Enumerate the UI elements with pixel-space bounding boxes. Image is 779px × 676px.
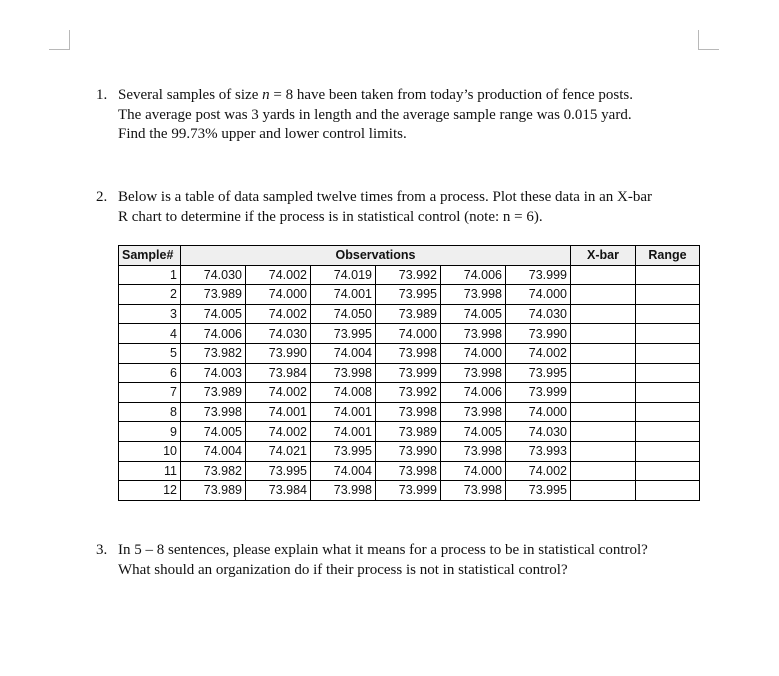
crop-mark-top-left <box>49 49 70 50</box>
table-row <box>119 343 700 363</box>
sample-number: 8 <box>119 402 181 422</box>
table-row <box>119 265 700 285</box>
xbar-cell <box>571 324 636 344</box>
observation-cell: 73.992 <box>376 383 441 403</box>
xbar-cell <box>571 441 636 461</box>
table-row <box>119 461 700 481</box>
sample-number: 10 <box>119 441 181 461</box>
observation-cell: 74.002 <box>506 461 571 481</box>
observation-cell: 74.004 <box>311 461 376 481</box>
observation-cell: 74.000 <box>506 285 571 305</box>
sample-number: 1 <box>119 265 181 285</box>
question-3-text: In 5 – 8 sentences, please explain what it means for a process to be in statistical control? What should an organization do if their process is not in statistical control? <box>118 542 648 578</box>
observation-cell: 74.005 <box>441 422 506 442</box>
observation-cell: 73.993 <box>506 441 571 461</box>
observation-cell: 74.001 <box>311 285 376 305</box>
observation-cell: 74.030 <box>506 422 571 442</box>
sample-number: 5 <box>119 343 181 363</box>
observation-cell: 73.995 <box>506 481 571 501</box>
question-3-number: 3. <box>96 542 108 558</box>
xbar-cell <box>571 343 636 363</box>
observation-cell: 73.998 <box>441 481 506 501</box>
observation-cell: 74.005 <box>181 304 246 324</box>
observation-cell: 74.000 <box>506 402 571 422</box>
observation-cell: 74.002 <box>506 343 571 363</box>
data-table <box>118 245 700 501</box>
observation-cell: 73.990 <box>246 343 311 363</box>
sample-number: 11 <box>119 461 181 481</box>
range-cell <box>636 402 700 422</box>
xbar-cell <box>571 265 636 285</box>
observation-cell: 73.998 <box>376 402 441 422</box>
table-row <box>119 363 700 383</box>
observation-cell: 74.002 <box>246 383 311 403</box>
observation-cell: 73.998 <box>441 402 506 422</box>
observation-cell: 73.998 <box>181 402 246 422</box>
range-cell <box>636 481 700 501</box>
xbar-cell <box>571 304 636 324</box>
observation-cell: 73.998 <box>441 363 506 383</box>
observation-cell: 73.998 <box>376 343 441 363</box>
observation-cell: 73.984 <box>246 481 311 501</box>
range-cell <box>636 343 700 363</box>
observation-cell: 73.998 <box>441 285 506 305</box>
observation-cell: 73.999 <box>506 265 571 285</box>
math-n: n <box>262 87 270 103</box>
observation-cell: 74.030 <box>506 304 571 324</box>
observation-cell: 74.006 <box>181 324 246 344</box>
observation-cell: 73.999 <box>376 363 441 383</box>
range-cell <box>636 285 700 305</box>
sample-number: 7 <box>119 383 181 403</box>
question-1 <box>96 86 716 145</box>
range-cell <box>636 461 700 481</box>
observation-cell: 73.998 <box>441 441 506 461</box>
observation-cell: 73.998 <box>376 461 441 481</box>
header-xbar: X-bar <box>571 246 636 266</box>
sample-number: 4 <box>119 324 181 344</box>
observation-cell: 73.995 <box>311 441 376 461</box>
range-cell <box>636 324 700 344</box>
observation-cell: 73.990 <box>506 324 571 344</box>
xbar-cell <box>571 481 636 501</box>
observation-cell: 73.989 <box>181 383 246 403</box>
observation-cell: 74.006 <box>441 265 506 285</box>
table-header-row <box>119 246 700 266</box>
question-1-number: 1. <box>96 87 108 103</box>
observation-cell: 74.004 <box>311 343 376 363</box>
range-cell <box>636 363 700 383</box>
observation-cell: 74.006 <box>441 383 506 403</box>
table-row <box>119 441 700 461</box>
observation-cell: 74.030 <box>246 324 311 344</box>
observation-cell: 74.000 <box>441 343 506 363</box>
range-cell <box>636 383 700 403</box>
observation-cell: 74.004 <box>181 441 246 461</box>
observation-cell: 73.982 <box>181 343 246 363</box>
sample-number: 6 <box>119 363 181 383</box>
sample-number: 12 <box>119 481 181 501</box>
observation-cell: 73.995 <box>376 285 441 305</box>
observation-cell: 73.998 <box>311 481 376 501</box>
sample-number: 3 <box>119 304 181 324</box>
header-observations: Observations <box>181 246 571 266</box>
xbar-cell <box>571 285 636 305</box>
xbar-cell <box>571 383 636 403</box>
question-2-text: Below is a table of data sampled twelve times from a process. Plot these data in an X-bar R chart to determine if the process is in statistical control (note: n = 6). <box>118 189 653 225</box>
observation-cell: 73.995 <box>311 324 376 344</box>
crop-mark-top-right <box>698 49 719 50</box>
table-row <box>119 324 700 344</box>
observation-cell: 73.982 <box>181 461 246 481</box>
observation-cell: 73.999 <box>506 383 571 403</box>
question-3 <box>96 541 716 580</box>
observation-cell: 74.005 <box>441 304 506 324</box>
observation-cell: 74.030 <box>181 265 246 285</box>
question-2 <box>96 188 716 227</box>
observation-cell: 74.005 <box>181 422 246 442</box>
observation-cell: 73.990 <box>376 441 441 461</box>
observation-cell: 74.002 <box>246 304 311 324</box>
question-1-text: Several samples of size n = 8 have been taken from today’s production of fence posts. The average post was 3 yards in length and the average sample range was 0.015 yard. Find the 99.73% upper and lower control limits. <box>118 87 633 142</box>
header-range: Range <box>636 246 700 266</box>
table-row <box>119 285 700 305</box>
observation-cell: 74.003 <box>181 363 246 383</box>
observation-cell: 73.989 <box>376 304 441 324</box>
observation-cell: 73.995 <box>506 363 571 383</box>
observation-cell: 73.989 <box>376 422 441 442</box>
range-cell <box>636 422 700 442</box>
table-row <box>119 383 700 403</box>
crop-mark-top-right <box>698 30 699 50</box>
observation-cell: 73.998 <box>311 363 376 383</box>
observation-cell: 73.995 <box>246 461 311 481</box>
header-sample: Sample# <box>119 246 181 266</box>
table-row <box>119 422 700 442</box>
observation-cell: 74.001 <box>311 402 376 422</box>
table-row <box>119 481 700 501</box>
observation-cell: 73.992 <box>376 265 441 285</box>
xbar-cell <box>571 363 636 383</box>
observation-cell: 74.000 <box>441 461 506 481</box>
xbar-cell <box>571 422 636 442</box>
crop-mark-top-left <box>69 30 70 50</box>
observation-cell: 74.000 <box>376 324 441 344</box>
sample-number: 2 <box>119 285 181 305</box>
observation-cell: 74.008 <box>311 383 376 403</box>
observation-cell: 74.001 <box>246 402 311 422</box>
xbar-cell <box>571 402 636 422</box>
question-2-number: 2. <box>96 189 108 205</box>
xbar-cell <box>571 461 636 481</box>
observation-cell: 73.999 <box>376 481 441 501</box>
range-cell <box>636 265 700 285</box>
observation-cell: 74.019 <box>311 265 376 285</box>
table-row <box>119 402 700 422</box>
observation-cell: 74.002 <box>246 422 311 442</box>
range-cell <box>636 304 700 324</box>
observation-cell: 74.001 <box>311 422 376 442</box>
observation-cell: 74.021 <box>246 441 311 461</box>
sample-number: 9 <box>119 422 181 442</box>
observation-cell: 73.998 <box>441 324 506 344</box>
observation-cell: 74.002 <box>246 265 311 285</box>
observation-cell: 73.984 <box>246 363 311 383</box>
table-row <box>119 304 700 324</box>
observation-cell: 73.989 <box>181 481 246 501</box>
range-cell <box>636 441 700 461</box>
observation-cell: 74.050 <box>311 304 376 324</box>
observation-cell: 73.989 <box>181 285 246 305</box>
observation-cell: 74.000 <box>246 285 311 305</box>
